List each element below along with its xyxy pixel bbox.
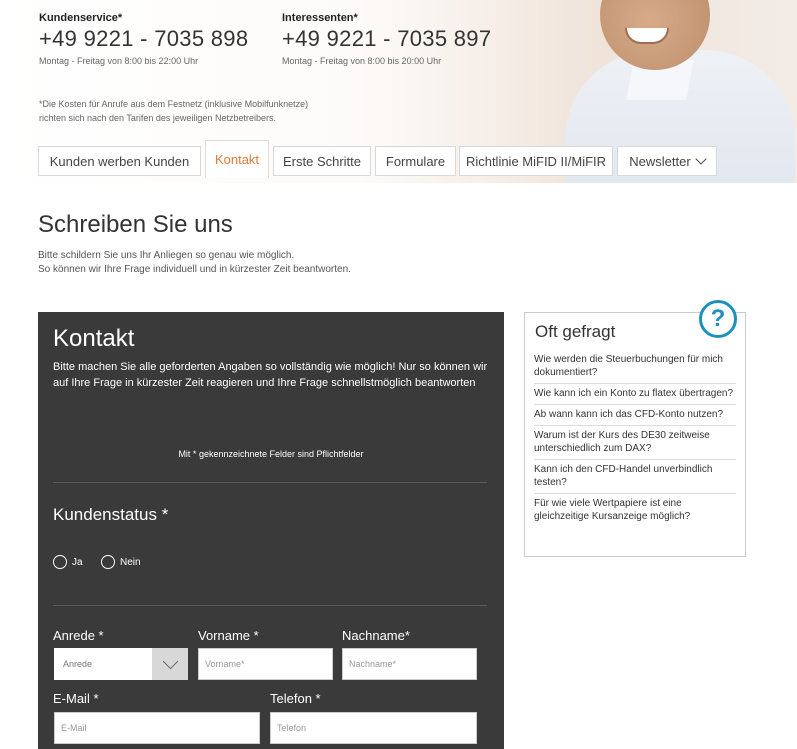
faq-item[interactable]: Kann ich den CFD-Handel unverbindlich testen? [534,460,736,494]
radio-circle-icon[interactable] [53,555,67,569]
faq-item[interactable]: Für wie viele Wertpapiere ist eine gleichzeitige Kursanzeige möglich? [534,498,691,522]
header-banner [0,0,797,183]
status-radio-ja[interactable]: Ja [53,555,83,569]
phone-label: Telefon * [270,691,321,706]
last-name-label: Nachname* [342,628,410,643]
salutation-select[interactable]: Anrede [54,648,188,680]
faq-title: Oft gefragt [535,322,616,341]
required-note: Mit * gekennzeichnete Felder sind Pflichtfelder [178,449,364,459]
first-name-input[interactable] [199,649,332,679]
form-description: Bitte machen Sie alle geforderten Angaben so vollständig wie möglich! Nur so können wir auf Ihre Frage in kürzester Zeit reagieren und Ihre Frage schnellstmöglich beantworten [53,361,488,389]
faq-box [524,312,746,557]
question-circle-icon: ? [699,300,737,338]
select-toggle[interactable] [152,648,188,680]
prospects-hours: Montag - Freitag von 8:00 bis 20:00 Uhr [282,56,442,66]
customer-service-phone[interactable]: +49 9221 - 7035 898 [39,26,249,51]
tab-kontakt[interactable]: Kontakt [205,140,269,178]
radio-circle-icon[interactable] [101,555,115,569]
tab-mifid[interactable]: Richtlinie MiFID II/MiFIR [459,146,613,176]
phone-field[interactable] [270,712,477,744]
salutation-label: Anrede * [53,628,104,643]
first-name-field[interactable] [198,648,333,680]
email-label: E-Mail * [53,691,99,706]
customer-service-label: Kundenservice* [39,12,123,24]
email-input[interactable] [55,713,259,743]
faq-item[interactable]: Wie kann ich ein Konto zu flatex übertragen? [534,384,736,405]
prospects-label: Interessenten* [282,12,358,24]
status-radio-nein[interactable]: Nein [101,555,141,569]
tab-erste-schritte[interactable]: Erste Schritte [273,146,371,176]
phone-input[interactable] [271,713,476,743]
divider [53,482,487,483]
last-name-input[interactable] [343,649,476,679]
faq-item[interactable]: Warum ist der Kurs des DE30 zeitweise unterschiedlich zum DAX? [534,426,736,460]
form-title: Kontakt [53,325,135,352]
contact-form-panel [38,312,504,749]
divider [53,605,487,606]
customer-service-hours: Montag - Freitag von 8:00 bis 22:00 Uhr [39,56,199,66]
cost-note: *Die Kosten für Anrufe aus dem Festnetz (inklusive Mobilfunknetze) richten sich nach den Tarifen des jeweiligen Netzbetreibers. [39,99,309,123]
tab-newsletter[interactable]: Newsletter [617,146,717,176]
faq-item[interactable]: Wie werden die Steuerbuchungen für mich dokumentiert? [534,350,736,384]
tab-formulare[interactable]: Formulare [375,146,456,176]
prospects-contact [282,12,491,66]
tab-kunden-werben-kunden[interactable]: Kunden werben Kunden [38,146,201,176]
page-intro: Bitte schildern Sie uns Ihr Anliegen so genau wie möglich. So können wir Ihre Frage individuell und in kürzester Zeit beantworten. [38,250,351,275]
faq-list [534,350,736,527]
page-title: Schreiben Sie uns [38,211,233,238]
chevron-down-icon [162,653,178,669]
chevron-down-icon [695,153,706,164]
customer-status-heading: Kundenstatus * [53,505,169,524]
prospects-phone[interactable]: +49 9221 - 7035 897 [282,26,492,51]
last-name-field[interactable] [342,648,477,680]
first-name-label: Vorname * [198,628,259,643]
email-field[interactable] [54,712,260,744]
faq-item[interactable]: Ab wann kann ich das CFD-Konto nutzen? [534,405,736,426]
customer-service-contact [39,12,248,66]
